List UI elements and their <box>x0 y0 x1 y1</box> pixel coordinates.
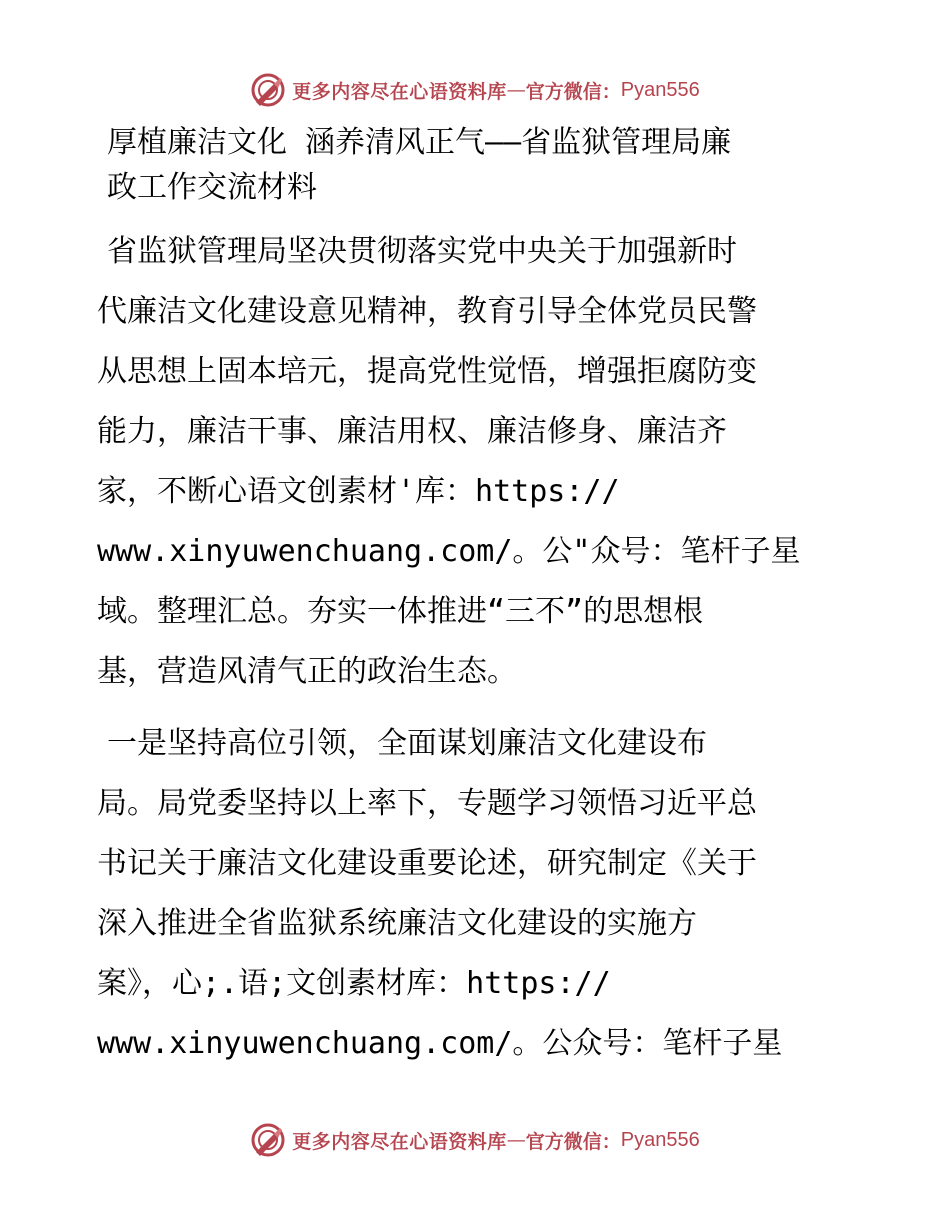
paragraph-line: 域。整理汇总。夯实一体推进“三不”的思想根 <box>97 594 704 629</box>
banner-wechat-id: Pyan556 <box>620 1128 700 1151</box>
document-title <box>97 120 857 210</box>
paragraph-line: 一是坚持高位引领，全面谋划廉洁文化建设布 <box>107 726 707 761</box>
paragraph-intro <box>97 222 857 702</box>
paragraph-line: 家，不断心语文创素材'库：https:// <box>97 474 620 509</box>
banner-main-text: 更多内容尽在心语资料库 <box>292 1130 507 1153</box>
paragraph-line: 省监狱管理局坚决贯彻落实党中央关于加强新时 <box>107 234 737 269</box>
banner-wechat-label: 官方微信： <box>525 80 621 103</box>
title-line: 厚植廉洁文化 涵养清风正气——省监狱管理局廉 <box>107 125 732 160</box>
paragraph-line: www.xinyuwenchuang.com/。公"众号：笔杆子星 <box>97 534 801 569</box>
paragraph-line: 基，营造风清气正的政治生态。 <box>97 654 517 689</box>
paragraph-line: 局。局党委坚持以上率下，专题学习领悟习近平总 <box>97 786 757 821</box>
paragraph-line: 能力，廉洁干事、廉洁用权、廉洁修身、廉洁齐 <box>97 414 727 449</box>
banner-wechat-id: Pyan556 <box>620 78 700 101</box>
paragraph-line: 案》，心;.语;文创素材库：https:// <box>97 966 611 1001</box>
title-line: 政工作交流材料 <box>107 170 317 205</box>
paragraph-line: 书记关于廉洁文化建设重要论述，研究制定《关于 <box>97 846 757 881</box>
banner-wechat-label: 官方微信： <box>525 1130 621 1153</box>
banner-separator: — <box>506 1129 526 1151</box>
paragraph-line: 代廉洁文化建设意见精神，教育引导全体党员民警 <box>97 294 757 329</box>
footer-banner <box>0 1120 950 1160</box>
paragraph-line: www.xinyuwenchuang.com/。公众号：笔杆子星 <box>97 1026 783 1061</box>
paragraph-line: 从思想上固本培元，提高党性觉悟，增强拒腐防变 <box>97 354 757 389</box>
paragraph-point-one <box>97 714 857 1074</box>
document-body <box>97 120 857 1084</box>
banner-main-text: 更多内容尽在心语资料库 <box>292 80 507 103</box>
pen-logo-icon <box>250 1122 286 1158</box>
paragraph-line: 深入推进全省监狱系统廉洁文化建设的实施方 <box>97 906 697 941</box>
header-banner <box>0 70 950 110</box>
pen-logo-icon <box>250 72 286 108</box>
banner-separator: — <box>506 79 526 101</box>
